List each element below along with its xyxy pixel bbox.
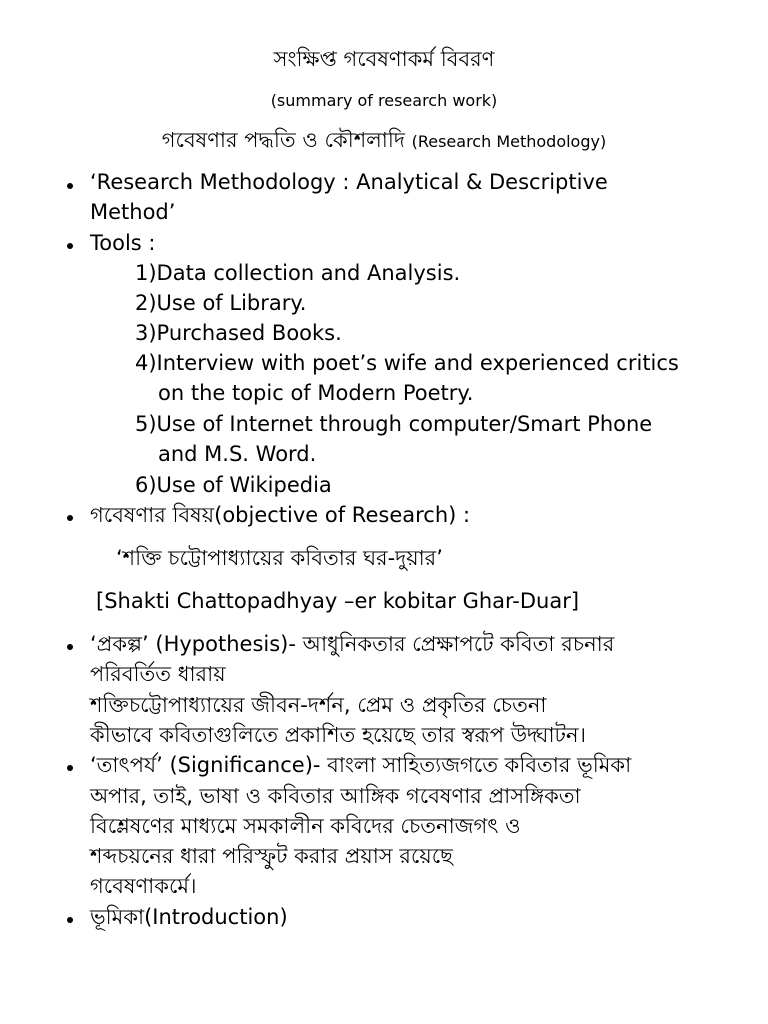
bullet-dot [67,243,73,249]
hypothesis-line2: পরিবর্তিত ধারায় [90,662,226,686]
introduction-label: ভূমিকা(Introduction) [90,905,288,929]
methodology-line1: ‘Research Methodology : Analytical & Descriptive [90,170,608,194]
bullet-dot [67,765,73,771]
significance-line2: অপার, তাই, ভাষা ও কবিতার আঙ্গিক গবেষণার প্রাসঙ্গিকতা [90,784,581,808]
bullet-dot [67,183,73,189]
objective-label: গবেষণার বিষয়(objective of Research) : [90,503,471,527]
methodology-heading-bengali: গবেষণার পদ্ধতি ও কৌশলাদি [161,128,405,152]
bullet-dot [67,917,73,923]
methodology-line2: Method’ [90,200,176,224]
tools-item-1: 1)Data collection and Analysis. [135,261,461,285]
objective-topic-english: [Shakti Chattopadhyay –er kobitar Ghar-Duar] [96,589,580,613]
tools-item-4-cont: on the topic of Modern Poetry. [158,381,474,405]
tools-label: Tools : [90,231,156,255]
tools-item-5-cont: and M.S. Word. [158,442,317,466]
hypothesis-line4: কীভাবে কবিতাগুলিতে প্রকাশিত হয়েছে তার স্বরূপ উদ্ঘাটন। [90,723,587,747]
tools-item-4: 4)Interview with poet’s wife and experienced critics [135,351,679,375]
tools-item-3: 3)Purchased Books. [135,321,342,345]
tools-item-5: 5)Use of Internet through computer/Smart Phone [135,412,653,436]
tools-item-2: 2)Use of Library. [135,291,307,315]
hypothesis-line3: শক্তিচট্টোপাধ্যায়ের জীবন-দর্শন, প্রেম ও প্রকৃতির চেতনা [90,693,547,717]
objective-topic-bengali: ‘শক্তি চট্টোপাধ্যায়ের কবিতার ঘর-দুয়ার’ [116,546,443,570]
methodology-heading [0,125,768,157]
significance-line5: গবেষণাকর্মে। [90,874,197,898]
significance-line1: ‘তাৎপর্য’ (Significance)- বাংলা সাহিত্যজগতে কবিতার ভূমিকা [90,753,632,777]
tools-item-6: 6)Use of Wikipedia [135,473,332,497]
methodology-heading-english: (Research Methodology) [411,132,607,151]
bullet-dot [67,515,73,521]
bullet-dot [67,644,73,650]
significance-line4: শব্দচয়নের ধারা পরিস্ফুট করার প্রয়াস রয়েছে [90,844,453,868]
document-title: সংক্ষিপ্ত গবেষণাকর্ম বিবরণ [273,47,495,71]
hypothesis-line1: ‘প্রকল্প’ (Hypothesis)- আধুনিকতার প্রেক্ষাপটে কবিতা রচনার [90,632,615,656]
significance-line3: বিশ্লেষণের মাধ্যমে সমকালীন কবিদের চেতনাজগৎ ও [90,814,521,838]
document-subtitle: (summary of research work) [270,91,498,110]
